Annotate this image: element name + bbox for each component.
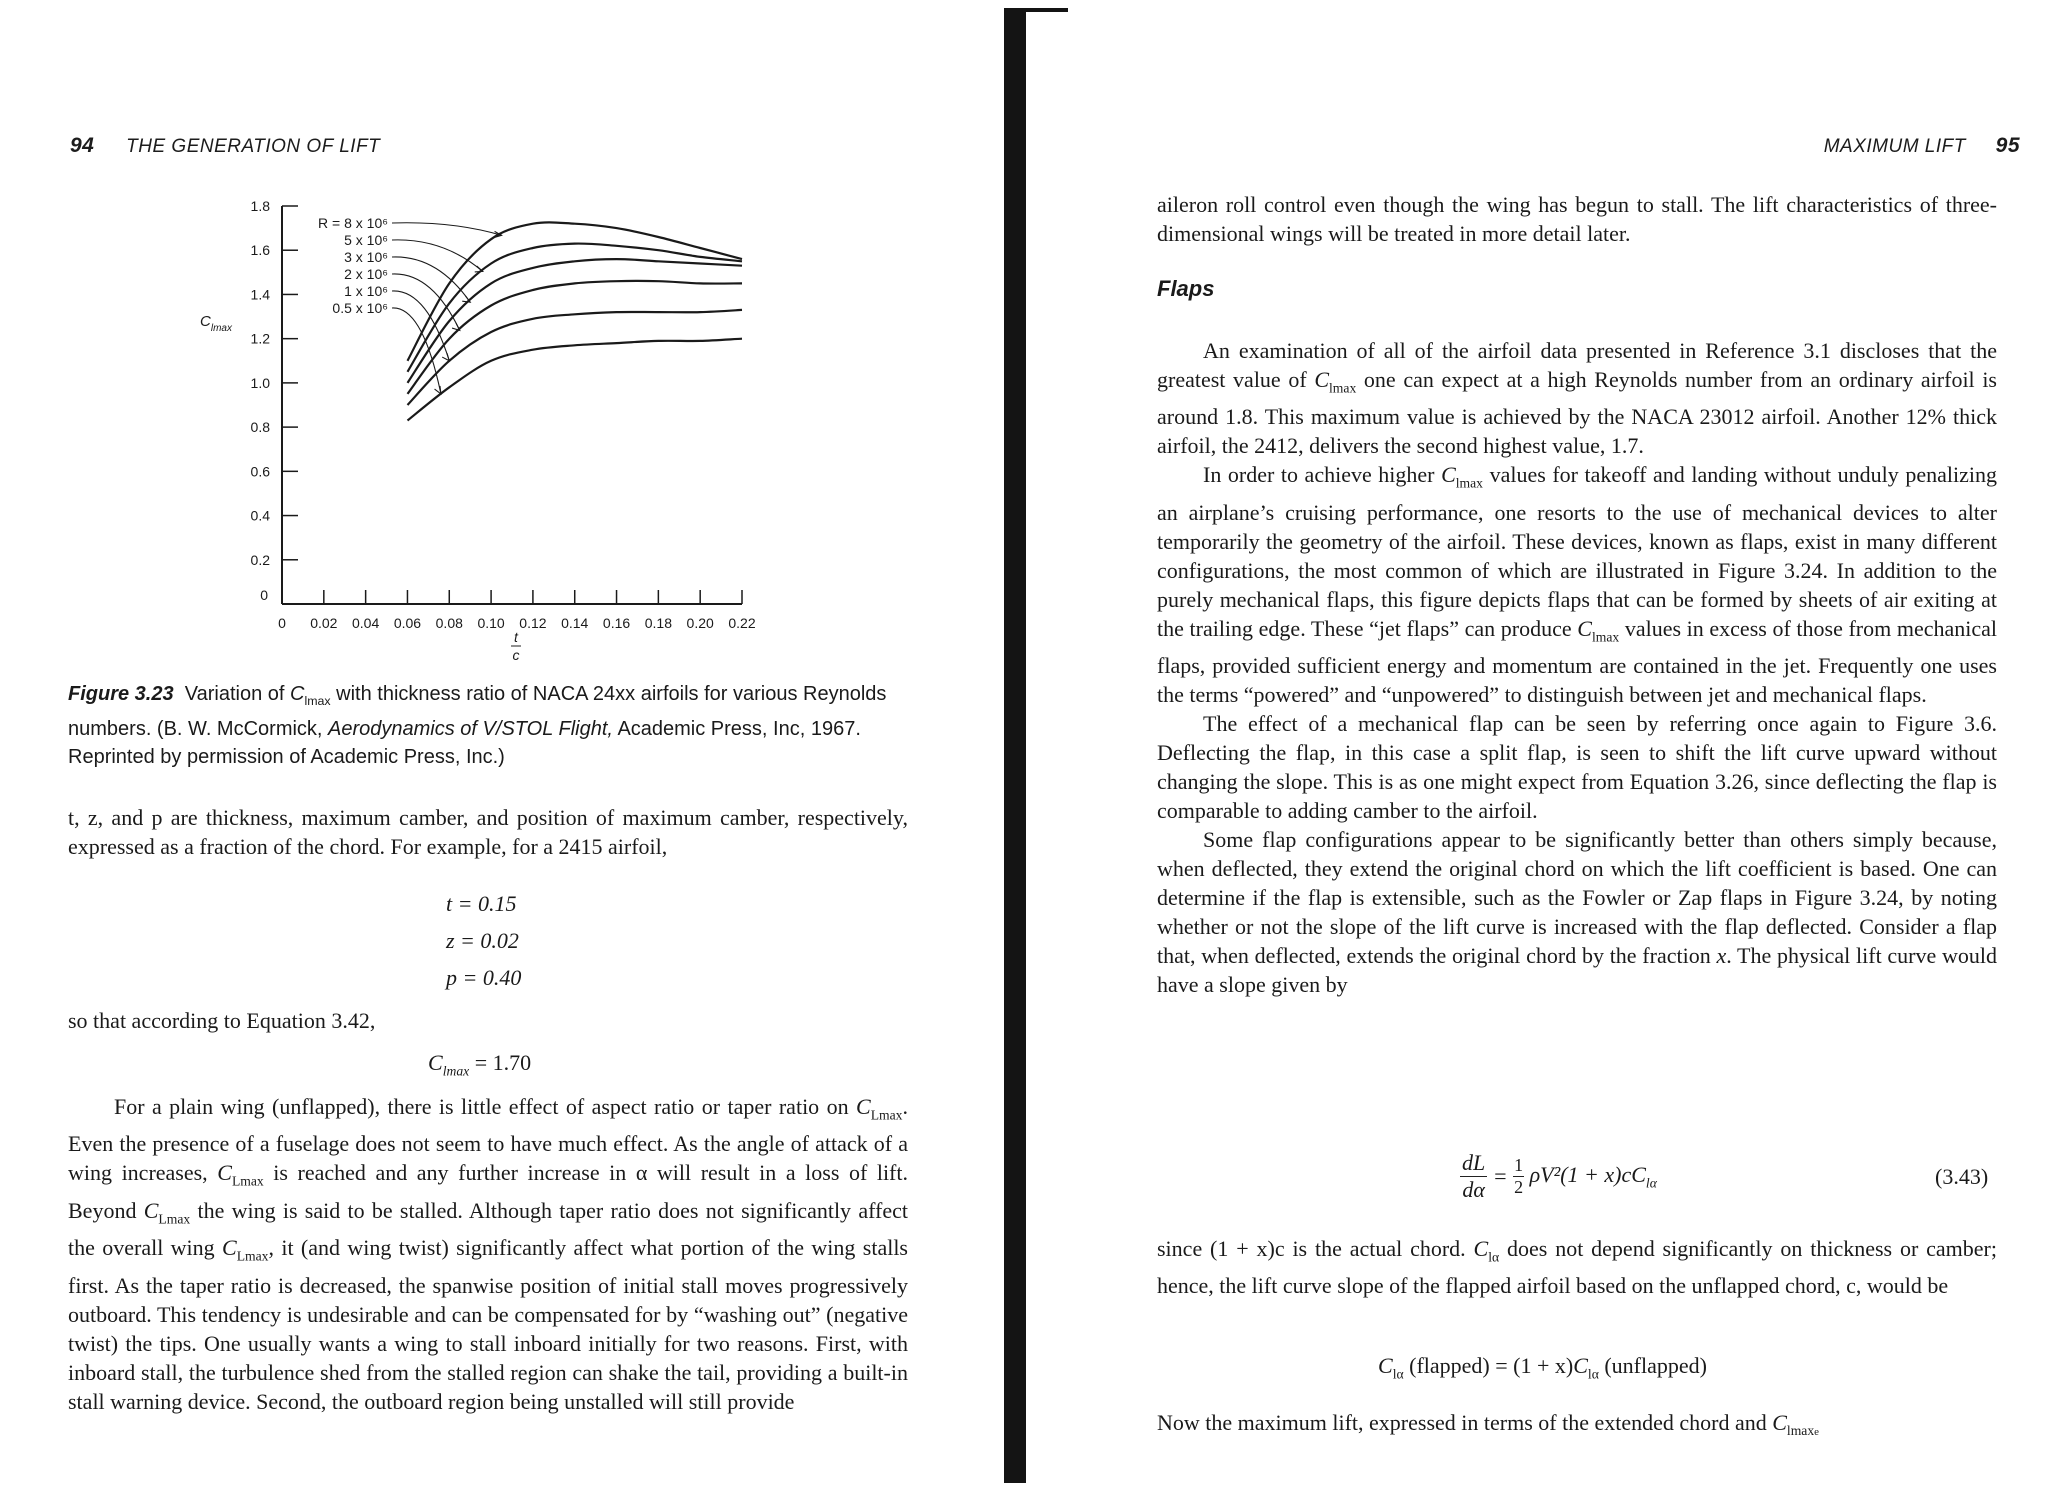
x-tick-label: 0.10 (477, 615, 505, 631)
svg-text:t: t (514, 629, 518, 645)
x-tick-label: 0.08 (435, 615, 463, 631)
right-para-0: aileron roll control even though the wing has begun to stall. The lift characteristics of three-dimensional wings will be treated in more detail later. (1157, 192, 1997, 246)
left-page (0, 0, 1000, 1491)
series-label: 1 x 10⁶ (344, 283, 388, 299)
y-tick-label: 0.4 (250, 507, 270, 524)
series-label: 0.5 x 10⁶ (332, 300, 388, 316)
y-tick-label: 0.2 (250, 551, 270, 568)
equation-clmax: $C_{lmax} = 1.70$ (428, 1050, 532, 1079)
y-tick-label: 0.8 (250, 419, 270, 436)
left-para-2: so that according to Equation 3.42, (68, 1008, 376, 1033)
right-folio: 95 (1995, 134, 2020, 157)
x-tick-label: 0.06 (393, 615, 422, 631)
y-tick-label: 1.6 (250, 242, 270, 259)
series-line (408, 281, 743, 394)
series-label: 5 x 10⁶ (344, 232, 388, 248)
y-tick-label: 1.2 (250, 330, 270, 347)
equation-3-43: $\frac{dL}{d\alpha}$ = $\frac{1}{2}$ $\rho V^2(1 + x)cC_{l\alpha}$ (1462, 1150, 1657, 1202)
x-tick-label: 0 (278, 615, 286, 631)
section-heading-flaps: Flaps (1157, 276, 1215, 301)
thickness-ratio-chart (0, 180, 900, 680)
right-running-title: MAXIMUM LIFT (1823, 136, 1966, 157)
equation-flapped: $C_{l\alpha}$ (flapped) = $(1 + x)C_{l\alpha}$ (unflapped) (1378, 1353, 1707, 1382)
x-tick-label: 0.22 (728, 615, 756, 631)
book-spine (1000, 0, 1030, 1491)
right-para-5: since (1 + x)c is the actual chord. $C_{l\alpha}$ does not depend significantly on thickness or camber; hence, the lift curve slope of the flapped airfoil based on the unflapped chord, c, would be (1157, 1236, 1997, 1299)
x-axis-label (511, 629, 521, 663)
y-tick-label: 0.6 (250, 463, 270, 480)
right-para-6: Now the maximum lift, expressed in terms of the extended chord and $C_{lmaxe}$ (1157, 1410, 1820, 1439)
x-tick-label: 0.02 (310, 615, 338, 631)
figure-label: Figure 3.23 (68, 683, 174, 705)
left-para-1: t, z, and p are thickness, maximum camber, and position of maximum camber, respectively, expressed as a fraction of the chord. For example, for a 2415 airfoil, (68, 805, 908, 859)
x-tick-label: 0.14 (561, 615, 589, 631)
series-arrowhead (435, 386, 441, 394)
series-arrowhead (442, 353, 449, 361)
right-running-head (1824, 134, 2020, 158)
left-folio: 94 (70, 134, 95, 157)
series-label: 3 x 10⁶ (344, 249, 388, 265)
series-leader (392, 223, 502, 236)
x-tick-label: 0.04 (352, 615, 380, 631)
series-leader (392, 240, 483, 272)
left-para-3: For a plain wing (unflapped), there is little effect of aspect ratio or taper ratio on $C_{Lmax}$. Even the presence of a fuselage does not seem to have much effect. As the angle of attack of a wing increases, $C_{Lmax}$ is reached and any further increase in α will result in a loss of lift. Beyond $C_{Lmax}$ the wing is said to be stalled. Although taper ratio does not significantly affect the overall wing $C_{Lmax}$, it (and wing twist) significantly affect what portion of the wing stalls first. As the taper ratio is decreased, the spanwise position of initial stall moves progressively outboard. This tendency is undesirable and can be compensated for by “washing out” (negative twist) the tips. One usually wants a wing to stall inboard initially for two reasons. First, with inboard stall, the turbulence shed from the stalled region can shake the tail, providing a built-in stall warning device. Second, the outboard region being unstalled will still provide (68, 1094, 908, 1414)
y-tick-label: 1.8 (250, 198, 270, 214)
svg-text:c: c (512, 647, 520, 663)
left-running-title: THE GENERATION OF LIFT (126, 136, 381, 157)
x-tick-label: 0.16 (602, 615, 631, 631)
left-running-head (70, 134, 380, 158)
series-line (408, 339, 743, 421)
x-tick-label: 0.20 (686, 615, 714, 631)
equation-3-43-number: (3.43) (1935, 1164, 1989, 1189)
series-line (408, 310, 743, 405)
series-label: 2 x 10⁶ (344, 266, 388, 282)
equation-z: z = 0.02 (446, 928, 519, 953)
equation-p: p = 0.40 (446, 965, 522, 990)
origin-label: 0 (260, 587, 268, 603)
series-label: R = 8 x 10⁶ (318, 215, 388, 231)
chart-curves (408, 222, 743, 420)
equation-t: t = 0.15 (446, 891, 517, 916)
y-axis-label: $C_{lmax}$ (200, 313, 232, 334)
series-line (408, 259, 743, 383)
x-tick-label: 0.12 (519, 615, 547, 631)
series-leader (392, 257, 470, 302)
figure-caption: Figure 3.23 Variation of $C_{lmax}$ with thickness ratio of NACA 24xx airfoils for various Reynolds numbers. (B. W. McCormick, Aerodynamics of V/STOL Flight, Academic Press, Inc, 1967. Reprinted by permission of Academic Press, Inc.) (68, 683, 887, 768)
x-tick-label: 0.18 (644, 615, 672, 631)
y-tick-label: 1.4 (250, 286, 270, 303)
right-para-1: An examination of all of the airfoil data presented in Reference 3.1 discloses that the greatest value of $C_{lmax}$ one can expect at a high Reynolds number from an ordinary airfoil is around 1.8. This maximum value is achieved by the NACA 23012 airfoil. Another 12% thick airfoil, the 2412, delivers the second highest value, 1.7. In order to achieve higher $C_{lmax}$ values for takeoff and landing without unduly penalizing an airplane’s cruising performance, one resorts to the use of mechanical devices to alter temporarily the geometry of the airfoil. These devices, known as flaps, exist in many different configurations, the most common of which are illustrated in Figure 3.24. In addition to the purely mechanical flaps, this figure depicts flaps that can be formed by sheets of air exiting at the trailing edge. These “jet flaps” can produce $C_{lmax}$ values in excess of those from mechanical flaps, provided sufficient energy and momentum are contained in the jet. Frequently one uses the terms “powered” and “unpowered” to distinguish between jet and mechanical flaps. The effect of a mechanical flap can be seen by referring once again to Figure 3.6. Deflecting the flap, in this case a split flap, is seen to shift the lift curve upward without changing the slope. This is as one might expect from Equation 3.26, since deflecting the flap is comparable to adding camber to the airfoil. Some flap configurations appear to be significantly better than others simply because, when deflected, they extend the original chord on which the lift coefficient is based. One can determine if the flap is extensible, such as the Fowler or Zap flaps in Figure 3.24, by noting whether or not the slope of the lift curve is increased with the flap deflected. Consider a flap that, when deflected, extends the original chord by the fraction x. The physical lift curve would have a slope given by (1157, 338, 1998, 998)
y-tick-label: 1.0 (250, 374, 270, 391)
